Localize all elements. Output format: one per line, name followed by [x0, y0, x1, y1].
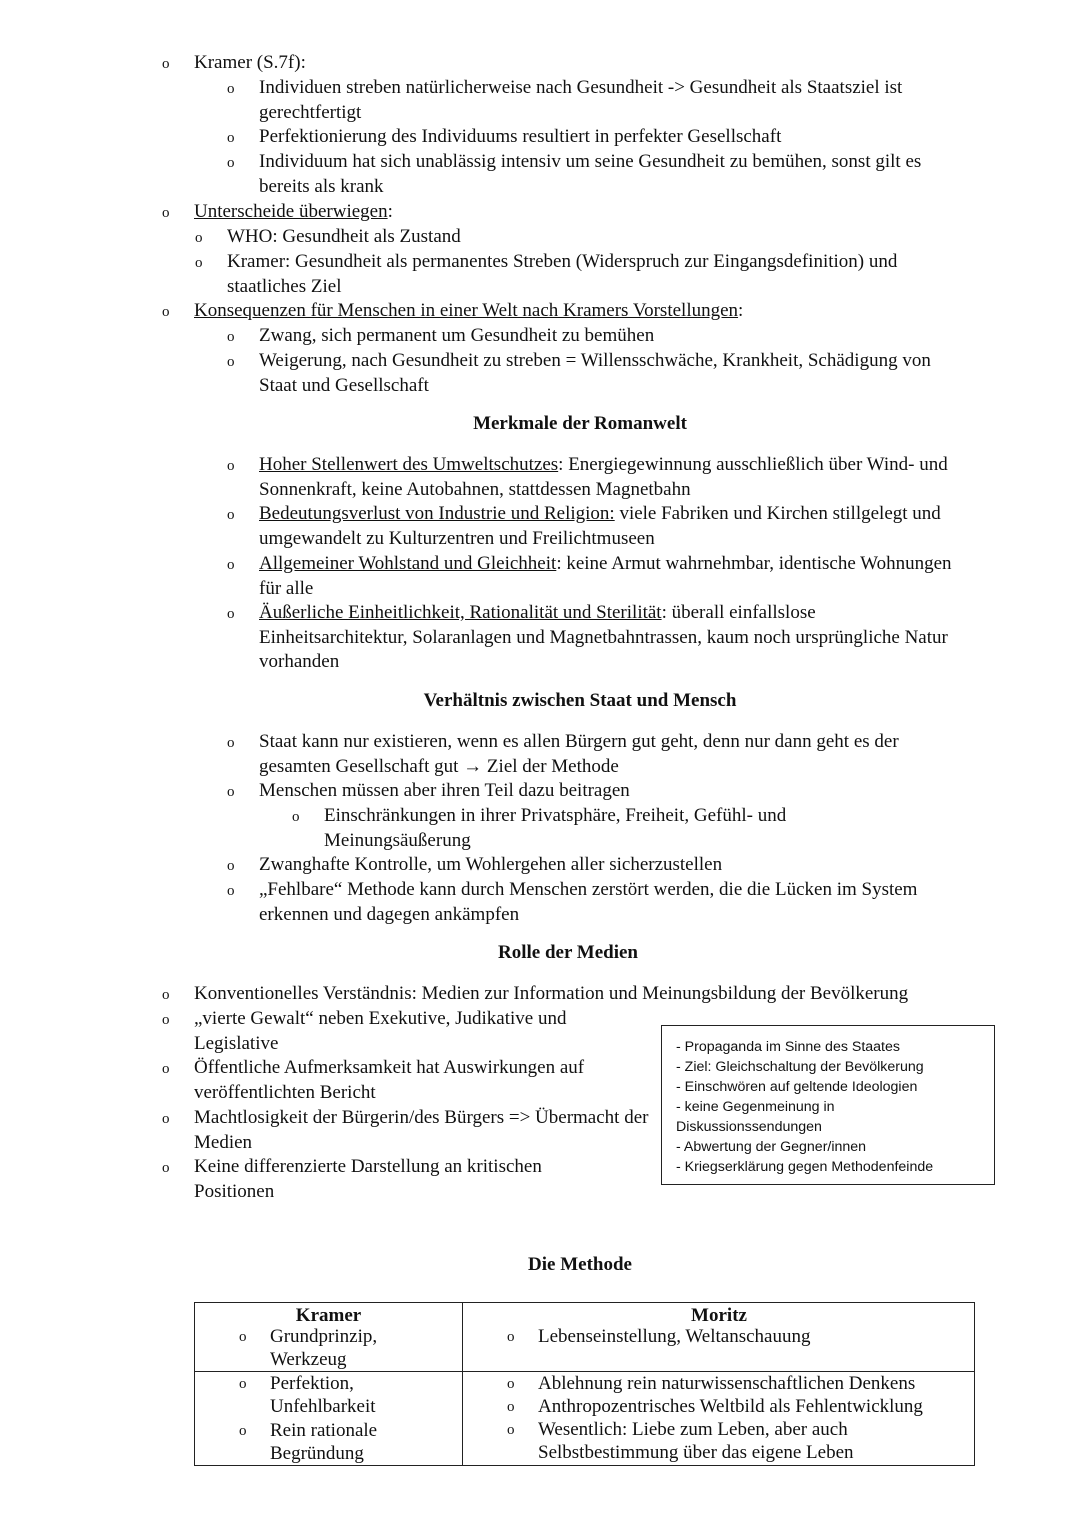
- bullet-icon: o: [227, 130, 235, 146]
- kramer-heading: Kramer (S.7f):: [194, 52, 306, 73]
- moritz-cell-item: Ablehnung rein naturwissenschaftlichen Denkens: [538, 1373, 916, 1394]
- bullet-icon: o: [162, 987, 170, 1003]
- medien-item: „vierte Gewalt“ neben Exekutive, Judikative und Legislative: [194, 1008, 567, 1054]
- kramer-item: Individuum hat sich unablässig intensiv um seine Gesundheit zu bemühen, sonst gilt es bereits als krank: [259, 151, 922, 197]
- medien-item: Machtlosigkeit der Bürgerin/des Bürgers => Übermacht der Medien: [194, 1107, 649, 1153]
- cell-line: Unfehlbarkeit: [270, 1395, 376, 1417]
- bullet-icon: o: [227, 507, 235, 523]
- consequences-item: Weigerung, nach Gesundheit zu streben = Willensschwäche, Krankheit, Schädigung von Staat und Gesellschaft: [259, 350, 931, 396]
- bullet-icon: o: [227, 155, 235, 171]
- consequences-colon: :: [738, 300, 744, 321]
- bullet-icon: o: [162, 1111, 170, 1127]
- box-line: - Propaganda im Sinne des Staates: [676, 1039, 900, 1055]
- medien-propaganda-box: [661, 1025, 995, 1185]
- bullet-icon: o: [239, 1329, 247, 1345]
- bullet-icon: o: [162, 1061, 170, 1077]
- bullet-icon: o: [162, 205, 170, 221]
- moritz-cell-item: Anthropozentrisches Weltbild als Fehlentwicklung: [538, 1396, 923, 1417]
- staat-item: Staat kann nur existieren, wenn es allen Bürgern gut geht, denn nur dann geht es der gesamten Gesellschaft gut → Ziel der Methode: [259, 731, 899, 777]
- bullet-icon: o: [227, 557, 235, 573]
- moritz-cell-item: Lebenseinstellung, Weltanschauung: [538, 1326, 811, 1347]
- bullet-icon: o: [507, 1376, 515, 1392]
- cell-line: Selbstbestimmung über das eigene Leben: [538, 1441, 854, 1463]
- column-header-kramer: Kramer: [295, 1305, 362, 1326]
- cell-line: Rein rationale: [270, 1420, 378, 1441]
- kramer-item: Perfektionierung des Individuums resultiert in perfekter Gesellschaft: [259, 126, 782, 147]
- bullet-icon: o: [195, 255, 203, 271]
- staat-item: Menschen müssen aber ihren Teil dazu beitragen: [259, 780, 630, 801]
- section-heading-methode: Die Methode: [528, 1254, 632, 1275]
- consequences-heading: [194, 299, 743, 324]
- bullet-icon: o: [239, 1423, 247, 1439]
- bullet-icon: o: [227, 354, 235, 370]
- column-header-moritz: Moritz: [691, 1305, 747, 1326]
- bullet-icon: o: [162, 1160, 170, 1176]
- staat-item: „Fehlbare“ Methode kann durch Menschen zerstört werden, die die Lücken im System erkennen und dagegen ankämpfen: [259, 879, 918, 925]
- romanwelt-term: Bedeutungsverlust von Industrie und Religion:: [259, 503, 615, 524]
- bullet-icon: o: [227, 784, 235, 800]
- bullet-icon: o: [227, 329, 235, 345]
- bullet-icon: o: [227, 883, 235, 899]
- romanwelt-text: viele Fabriken und Kirchen stillgelegt und umgewandelt zu Kulturzentren und Freilichtmuseen: [259, 503, 941, 549]
- bullet-icon: o: [227, 735, 235, 751]
- romanwelt-item: [259, 502, 964, 551]
- bullet-icon: o: [227, 81, 235, 97]
- cell-line: Perfektion,: [270, 1373, 354, 1394]
- section-heading-medien: Rolle der Medien: [497, 942, 638, 963]
- methode-table: [194, 1302, 975, 1466]
- kramer-item: Individuen streben natürlicherweise nach Gesundheit -> Gesundheit als Staatsziel ist gerechtfertigt: [259, 77, 903, 123]
- kramer-cell-item: [270, 1420, 377, 1465]
- kramer-cell-item: [270, 1373, 376, 1418]
- bullet-icon: o: [227, 858, 235, 874]
- medien-item: Öffentliche Aufmerksamkeit hat Auswirkungen auf veröffentlichten Bericht: [194, 1057, 585, 1103]
- table-divider: [195, 1371, 974, 1372]
- romanwelt-item: [259, 453, 964, 502]
- box-line: - Ziel: Gleichschaltung der Bevölkerung: [676, 1059, 924, 1075]
- romanwelt-text: : überall einfallslose Einheitsarchitektur, Solaranlagen und Magnetbahntrassen, kaum noch ursprüngliche Natur vorhanden: [259, 602, 948, 673]
- differences-item: Kramer: Gesundheit als permanentes Streben (Widerspruch zur Eingangsdefinition) und staatliches Ziel: [227, 251, 898, 297]
- consequences-title: Konsequenzen für Menschen in einer Welt nach Kramers Vorstellungen: [194, 300, 739, 321]
- bullet-icon: o: [292, 809, 300, 825]
- box-line: Diskussionssendungen: [676, 1119, 822, 1135]
- bullet-icon: o: [507, 1329, 515, 1345]
- cell-line: Werkzeug: [270, 1348, 347, 1370]
- bullet-icon: o: [162, 56, 170, 72]
- romanwelt-text: : Energiegewinnung ausschließlich über Wind- und Sonnenkraft, keine Autobahnen, stattdessen Magnetbahn: [259, 454, 948, 500]
- bullet-icon: o: [162, 1012, 170, 1028]
- medien-item: Konventionelles Verständnis: Medien zur Information und Meinungsbildung der Bevölkerung: [194, 983, 909, 1004]
- romanwelt-term: Hoher Stellenwert des Umweltschutzes: [259, 454, 559, 475]
- bullet-icon: o: [195, 230, 203, 246]
- bullet-icon: o: [507, 1399, 515, 1415]
- box-line: - keine Gegenmeinung in: [676, 1099, 835, 1115]
- cell-line: Grundprinzip,: [270, 1326, 378, 1347]
- consequences-item: Zwang, sich permanent um Gesundheit zu bemühen: [259, 325, 655, 346]
- bullet-icon: o: [227, 458, 235, 474]
- differences-item: WHO: Gesundheit als Zustand: [227, 226, 461, 247]
- romanwelt-term: Äußerliche Einheitlichkeit, Rationalität und Sterilität: [259, 602, 662, 623]
- romanwelt-text: : keine Armut wahrnehmbar, identische Wohnungen für alle: [259, 553, 952, 599]
- box-line: - Kriegserklärung gegen Methodenfeinde: [676, 1159, 934, 1175]
- differences-colon: :: [387, 201, 393, 222]
- cell-line: Begründung: [270, 1442, 364, 1464]
- romanwelt-item: [259, 552, 964, 601]
- bullet-icon: o: [239, 1376, 247, 1392]
- differences-heading: [194, 200, 393, 225]
- romanwelt-term: Allgemeiner Wohlstand und Gleichheit: [259, 553, 557, 574]
- moritz-cell-item: [538, 1419, 854, 1464]
- bullet-icon: o: [227, 606, 235, 622]
- cell-line: Wesentlich: Liebe zum Leben, aber auch: [538, 1419, 848, 1440]
- staat-subitem: Einschränkungen in ihrer Privatsphäre, Freiheit, Gefühl- und Meinungsäußerung: [324, 805, 787, 851]
- romanwelt-item: [259, 601, 949, 675]
- staat-item: Zwanghafte Kontrolle, um Wohlergehen aller sicherzustellen: [259, 854, 723, 875]
- bullet-icon: o: [162, 304, 170, 320]
- section-heading-staat-mensch: Verhältnis zwischen Staat und Mensch: [423, 690, 737, 711]
- medien-item: Keine differenzierte Darstellung an kritischen Positionen: [194, 1156, 542, 1202]
- bullet-icon: o: [507, 1422, 515, 1438]
- differences-title: Unterscheide überwiegen: [194, 201, 388, 222]
- kramer-cell-item: [270, 1326, 377, 1371]
- section-heading-romanwelt: Merkmale der Romanwelt: [473, 413, 687, 434]
- box-line: - Abwertung der Gegner/innen: [676, 1139, 867, 1155]
- box-line: - Einschwören auf geltende Ideologien: [676, 1079, 918, 1095]
